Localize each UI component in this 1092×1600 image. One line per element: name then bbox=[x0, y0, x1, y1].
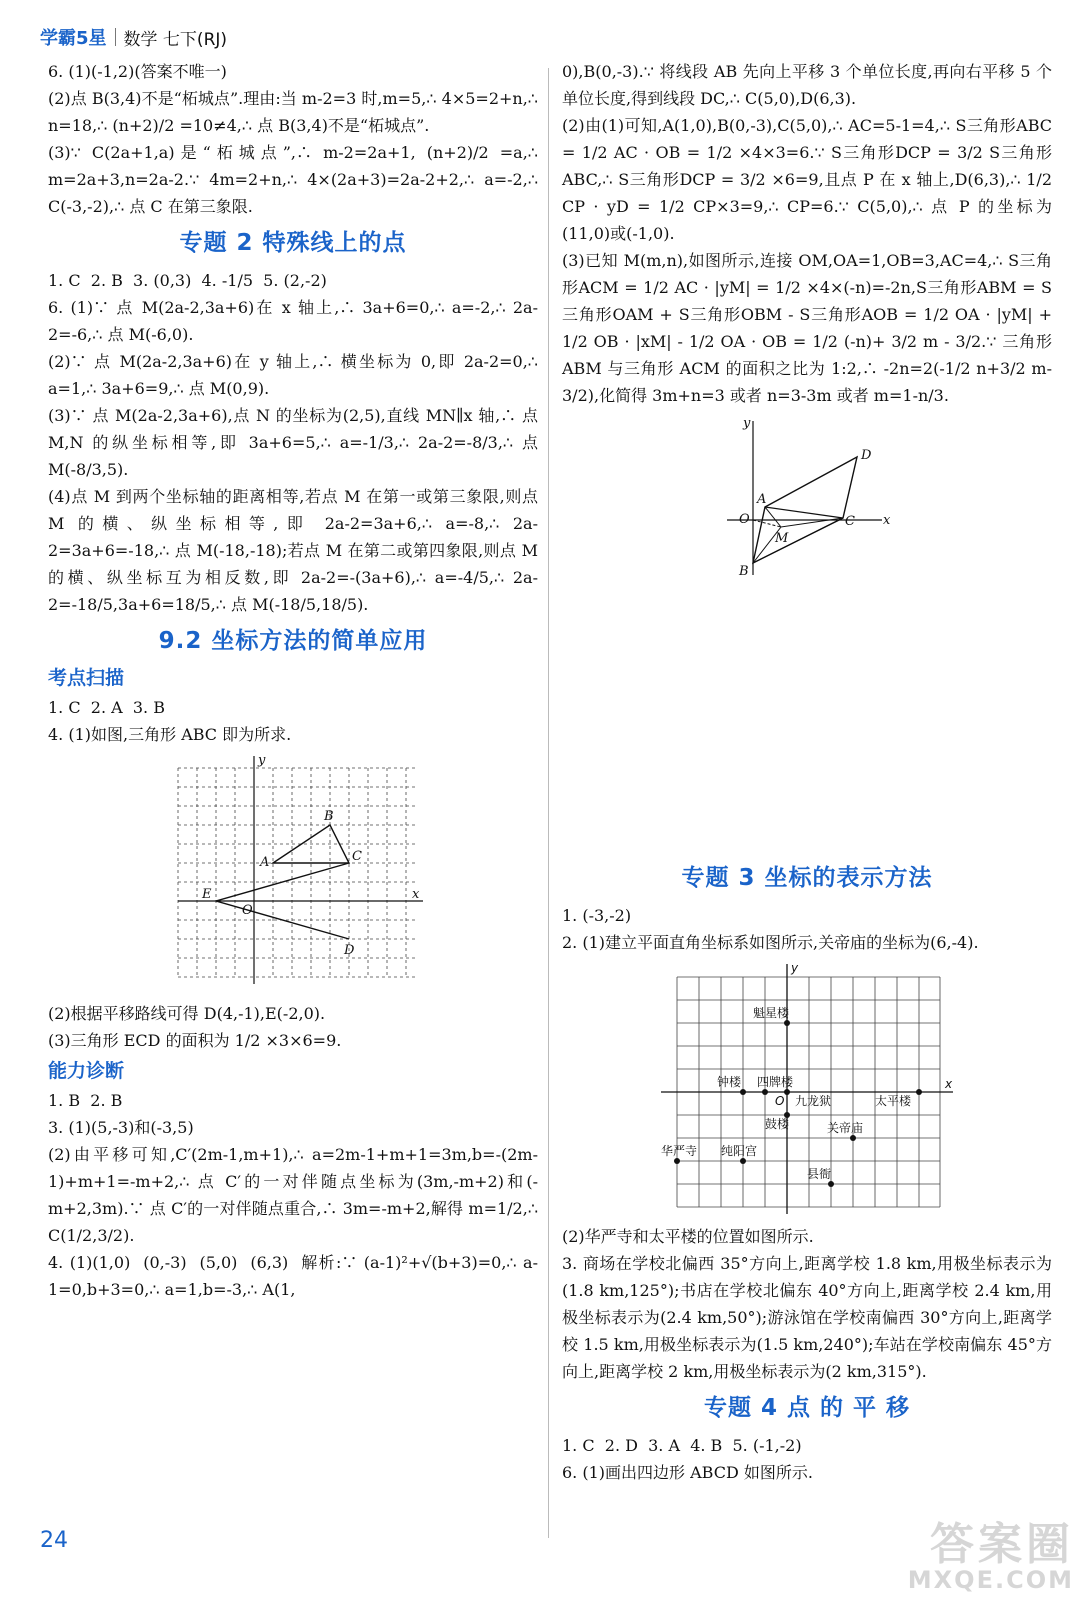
grid-label-a: A bbox=[260, 855, 270, 870]
grid-label-o: O bbox=[242, 903, 253, 918]
right-line: 0),B(0,-3).∵ 将线段 AB 先向上平移 3 个单位长度,再向右平移 5 个单位长度,得到线段 DC,∴ C(5,0),D(6,3). bbox=[562, 62, 1052, 108]
abcdm-figure bbox=[717, 415, 897, 585]
watermark-top: 答案圈 bbox=[930, 1519, 1074, 1570]
right-line: (3)已知 M(m,n),如图所示,连接 OM,OA=1,OB=3,AC=4,∴ S三角形ACM = 1/2 AC · |yM| = 1/2 ×4×(-n)=-2n,S三角形ABM = S三角形OAM + S三角形OBM - S三角形AOB = 1/2 OA · |yM| + 1/2 OB · |xM| - 1/2 OA · OB = 1/2 (-n)+ 3/2 m - 3/2.∵ 三角形 ABM 与三角形 ACM 的面积之比为 1:2,∴ -2n=2(-1/2 n+3/2 m-3/2),化简得 3m+n=3 或者 n=3-3m 或者 m=1-n/3. bbox=[562, 251, 1058, 405]
kaodian-line: 4. (1)如图,三角形 ABC 即为所求. bbox=[48, 725, 292, 744]
answer-6-1: 6. (1)(-1,2)(答案不唯一) bbox=[48, 62, 227, 81]
map-label-x: x bbox=[945, 1077, 953, 1091]
topic3-after-line: (2)华严寺和太平楼的位置如图所示. bbox=[562, 1227, 814, 1246]
map-label-zhonglou: 钟楼 bbox=[717, 1075, 742, 1089]
city-map-figure bbox=[657, 962, 957, 1217]
topic3-line: 1. (-3,-2) bbox=[562, 906, 632, 925]
answer-6-2: (2)点 B(3,4)不是“柘城点”.理由:当 m-2=3 时,m=5,∴ 4×5=2+n,∴ n=18,∴ (n+2)/2 =10≠4,∴ 点 B(3,4)不是“柘城点”. bbox=[48, 89, 544, 135]
right-column bbox=[562, 58, 1058, 591]
grid-label-b: B bbox=[324, 809, 334, 824]
right-column-lower bbox=[562, 855, 1052, 1486]
fig-label-a: A bbox=[757, 492, 767, 507]
page-number: 24 bbox=[40, 1528, 68, 1553]
grid-label-e: E bbox=[202, 887, 212, 902]
map-label-o: O bbox=[775, 1094, 785, 1108]
fig-label-m: M bbox=[775, 531, 789, 546]
header-divider bbox=[115, 28, 116, 46]
map-label-taiping: 太平楼 bbox=[875, 1094, 912, 1108]
answer-6-3: (3)∵ C(2a+1,a)是“柘城点”,∴ m-2=2a+1, (n+2)/2 =a,∴ m=2a+3,n=2a-2.∵ 4m=2+n,∴ 4×(2a+3)=2a-2+2,∴ a=-2,∴ C(-3,-2),∴ 点 C 在第三象限. bbox=[48, 143, 544, 216]
map-label-y: y bbox=[791, 961, 799, 975]
map-label-huayan: 华严寺 bbox=[661, 1144, 698, 1158]
fig-label-d: D bbox=[861, 448, 872, 463]
fig-label-b: B bbox=[739, 564, 749, 579]
topic3-line: 2. (1)建立平面直角坐标系如图所示,关帝庙的坐标为(6,-4). bbox=[562, 933, 979, 952]
grid-label-y: y bbox=[258, 753, 266, 768]
watermark-bottom: MXQE.COM bbox=[907, 1566, 1074, 1594]
kaodian-line: 1. C 2. A 3. B bbox=[48, 698, 165, 717]
topic3-after-line: 3. 商场在学校北偏西 35°方向上,距离学校 1.8 km,用极坐标表示为(1.8 km,125°);书店在学校北偏东 40°方向上,距离学校 2.4 km,用极坐标表示为(2.4 km,50°);游泳馆在学校南偏西 30°方向上,距离学校 1.5 km,用极坐标表示为(1.5 km,240°);车站在学校南偏东 45°方向上,距离学校 2 km,用极坐标表示为(2 km,315°). bbox=[562, 1254, 1052, 1381]
nengli-line: 1. B 2. B bbox=[48, 1091, 123, 1110]
grid-label-c: C bbox=[352, 849, 362, 864]
page-header bbox=[40, 22, 227, 52]
header-subject: 数学 七下(RJ) bbox=[123, 29, 228, 50]
topic2-line: 6. (1)∵ 点 M(2a-2,3a+6)在 x 轴上,∴ 3a+6=0,∴ a=-2,∴ 2a-2=-6,∴ 点 M(-6,0). bbox=[48, 298, 538, 344]
kaodian-heading: 考点扫描 bbox=[48, 667, 125, 689]
map-label-guandi: 关帝庙 bbox=[827, 1121, 864, 1135]
triangle-grid-figure bbox=[168, 754, 418, 994]
left-column bbox=[48, 58, 544, 1303]
column-divider bbox=[548, 68, 549, 1538]
map-label-jiulong: 九龙狱 bbox=[795, 1094, 832, 1108]
watermark bbox=[854, 1508, 1074, 1594]
topic4-title: 专题 4 点 的 平 移 bbox=[703, 1395, 911, 1421]
after-grid-line: (3)三角形 ECD 的面积为 1/2 ×3×6=9. bbox=[48, 1031, 342, 1050]
nengli-line: 3. (1)(5,-3)和(-3,5) bbox=[48, 1118, 194, 1137]
topic4-line: 6. (1)画出四边形 ABCD 如图所示. bbox=[562, 1463, 813, 1482]
topic3-title: 专题 3 坐标的表示方法 bbox=[681, 865, 933, 891]
map-label-gulou: 鼓楼 bbox=[765, 1117, 790, 1131]
topic2-line: (3)∵ 点 M(2a-2,3a+6),点 N 的坐标为(2,5),直线 MN∥x 轴,∴ 点 M,N 的纵坐标相等,即 3a+6=5,∴ a=-1/3,∴ 2a-2=-8/3,∴ 点 M(-8/3,5). bbox=[48, 406, 544, 479]
nengli-heading: 能力诊断 bbox=[48, 1060, 125, 1082]
fig-label-x: x bbox=[883, 513, 891, 528]
right-line: (2)由(1)可知,A(1,0),B(0,-3),C(5,0),∴ AC=5-1=4,∴ S三角形ABC = 1/2 AC · OB = 1/2 ×4×3=6.∵ S三角形DCP = 3/2 S三角形ABC,∴ S三角形DCP = 3/2 ×6=9,且点 P 在 x 轴上,D(6,3),∴ 1/2 CP · yD = 1/2 CP×3=9,∴ CP=6.∵ C(5,0),∴ 点 P 的坐标为(11,0)或(-1,0). bbox=[562, 116, 1058, 243]
nengli-line: (2)由平移可知,C′(2m-1,m+1),∴ a=2m-1+m+1=3m,b=-(2m-1)+m+1=-m+2,∴ 点 C′的一对伴随点坐标为(3m,-m+2)和(-m+2,3m).∵ 点 C′的一对伴随点重合,∴ 3m=-m+2,解得 m=1/2,∴ C(1/2,3/2). bbox=[48, 1145, 544, 1245]
topic2-line: (2)∵ 点 M(2a-2,3a+6)在 y 轴上,∴ 横坐标为 0,即 2a-2=0,∴ a=1,∴ 3a+6=9,∴ 点 M(0,9). bbox=[48, 352, 544, 398]
topic2-title: 专题 2 特殊线上的点 bbox=[179, 230, 407, 256]
fig-label-c: C bbox=[845, 514, 855, 529]
topic4-line: 1. C 2. D 3. A 4. B 5. (-1,-2) bbox=[562, 1436, 802, 1455]
brand-logo: 学霸5星 bbox=[40, 28, 107, 49]
grid-label-d: D bbox=[344, 943, 355, 958]
after-grid-line: (2)根据平移路线可得 D(4,-1),E(-2,0). bbox=[48, 1004, 326, 1023]
topic2-line: 1. C 2. B 3. (0,3) 4. -1/5 5. (2,-2) bbox=[48, 271, 327, 290]
grid-label-x: x bbox=[412, 887, 420, 902]
fig-label-o: O bbox=[739, 512, 750, 527]
map-label-xianya: 县衙 bbox=[807, 1167, 832, 1181]
fig-label-y: y bbox=[743, 416, 751, 431]
map-label-chunyang: 纯阳宫 bbox=[721, 1144, 758, 1158]
nengli-line: 4. (1)(1,0) (0,-3) (5,0) (6,3) 解析:∵ (a-1)²+√(b+3)=0,∴ a-1=0,b+3=0,∴ a=1,b=-3,∴ A(1, bbox=[48, 1253, 538, 1299]
map-label-kuixing: 魁星楼 bbox=[753, 1006, 790, 1020]
topic2-line: (4)点 M 到两个坐标轴的距离相等,若点 M 在第一或第三象限,则点 M 的横、纵坐标相等,即 2a-2=3a+6,∴ a=-8,∴ 2a-2=3a+6=-18,∴ 点 M(-18,-18);若点 M 在第二或第四象限,则点 M 的横、纵坐标互为相反数,即 2a-2=-(3a+6),∴ a=-4/5,∴ 2a-2=-18/5,3a+6=18/5,∴ 点 M(-18/5,18/5). bbox=[48, 487, 544, 614]
map-label-sipailou: 四牌楼 bbox=[757, 1075, 794, 1089]
section-9-2-title: 9.2 坐标方法的简单应用 bbox=[158, 628, 428, 654]
